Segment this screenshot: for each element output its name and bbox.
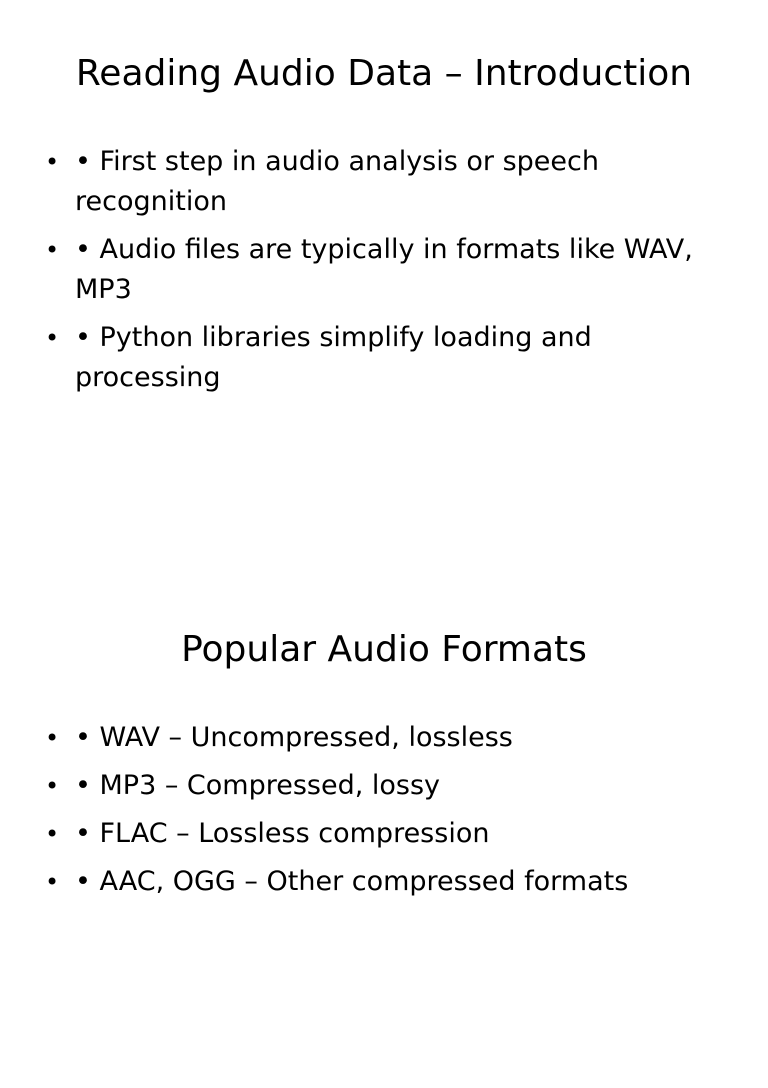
- bullet-list: [45, 718, 725, 910]
- list-item: [45, 230, 725, 310]
- bullet-dot-icon: •: [45, 236, 60, 264]
- bullet-text: • FLAC – Lossless compression: [75, 818, 490, 849]
- list-item: [45, 318, 725, 398]
- slide-title: Reading Audio Data – Introduction: [75, 53, 693, 94]
- slide-title: Popular Audio Formats: [181, 629, 587, 670]
- bullet-dot-icon: •: [45, 148, 60, 176]
- list-item: [45, 766, 725, 806]
- bullet-text: • Python libraries simplify loading and processing: [75, 322, 592, 393]
- slide-introduction: [0, 0, 768, 512]
- list-item: [45, 814, 725, 854]
- bullet-text: • MP3 – Compressed, lossy: [75, 770, 441, 801]
- bullet-dot-icon: •: [45, 868, 60, 896]
- bullet-text: • WAV – Uncompressed, lossless: [75, 722, 513, 753]
- bullet-dot-icon: •: [45, 820, 60, 848]
- bullet-dot-icon: •: [45, 772, 60, 800]
- bullet-dot-icon: •: [45, 724, 60, 752]
- list-item: [45, 862, 725, 902]
- bullet-list: [45, 142, 725, 406]
- bullet-text: • AAC, OGG – Other compressed formats: [75, 866, 629, 897]
- list-item: [45, 718, 725, 758]
- bullet-dot-icon: •: [45, 324, 60, 352]
- list-item: [45, 142, 725, 222]
- bullet-text: • First step in audio analysis or speech recognition: [75, 146, 599, 217]
- bullet-text: • Audio files are typically in formats like WAV, MP3: [75, 234, 693, 305]
- slide-popular-formats: [0, 576, 768, 1088]
